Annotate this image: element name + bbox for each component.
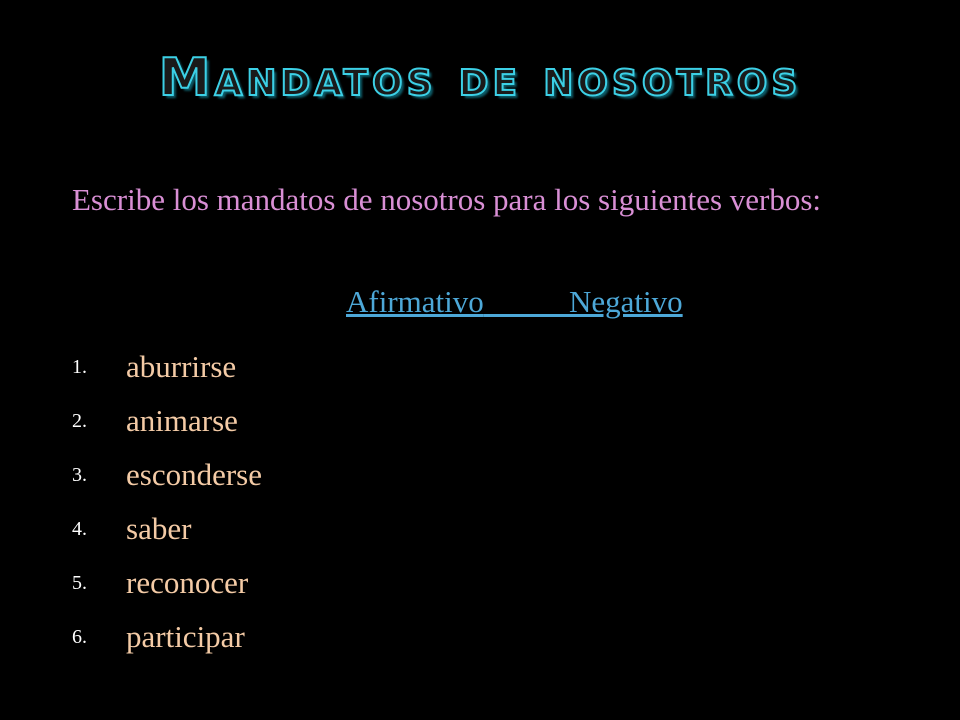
item-verb: esconderse [126,457,262,492]
list-item [72,340,262,394]
item-number: 1. [72,355,87,378]
item-verb: participar [126,619,245,654]
list-item [72,610,262,664]
list-item [72,448,262,502]
header-spacer [484,284,569,319]
item-number: 5. [72,571,87,594]
list-item [72,502,262,556]
verb-list [72,340,262,664]
item-verb: saber [126,511,192,546]
header-affirmative: Afirmativo [346,284,484,319]
item-number: 2. [72,409,87,432]
slide-title: Mandatos de nosotros [158,48,802,108]
item-number: 4. [72,517,87,540]
header-negative: Negativo [569,284,683,319]
item-number: 6. [72,625,87,648]
column-headers [346,282,683,322]
instructions-text: Escribe los mandatos de nosotros para los siguientes verbos: [72,182,822,217]
item-number: 3. [72,463,87,486]
list-item [72,394,262,448]
item-verb: animarse [126,403,238,438]
item-verb: reconocer [126,565,249,600]
item-verb: aburrirse [126,349,237,384]
list-item [72,556,262,610]
